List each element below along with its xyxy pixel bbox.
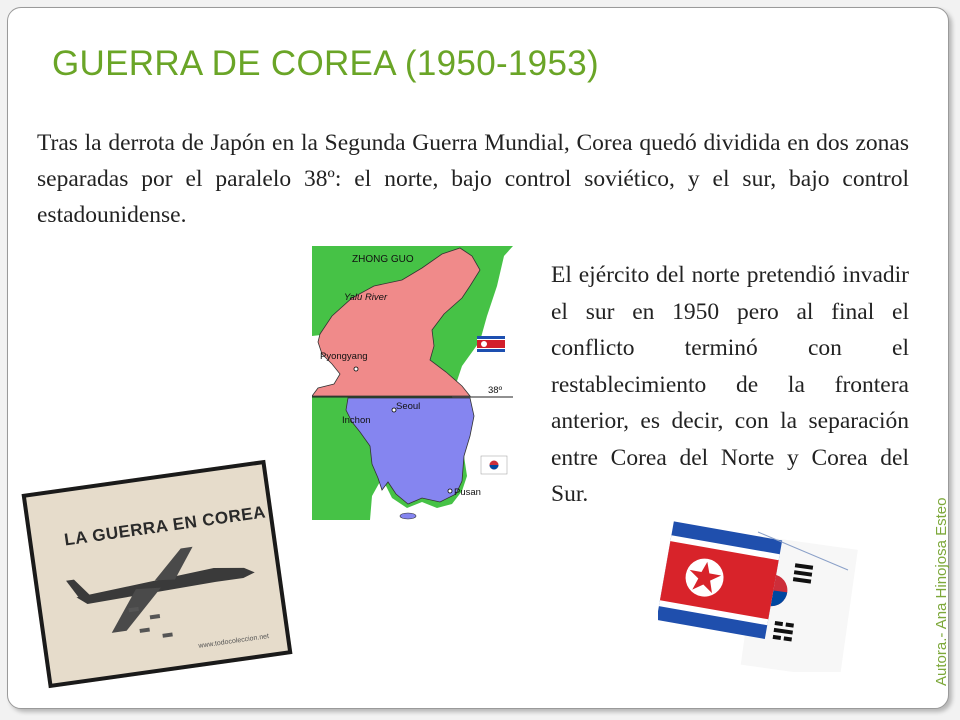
korea-map — [312, 246, 513, 520]
poster-credit: www.todocoleccion.net — [197, 633, 270, 650]
north-korea-flag-icon — [477, 336, 505, 352]
map-label-pyongyang: Pyongyang — [320, 351, 368, 362]
war-poster-image — [34, 476, 280, 672]
intro-paragraph: Tras la derrota de Japón en la Segunda Guerra Mundial, Corea quedó dividida en dos zonas separadas por el paralelo 38º: el norte, bajo control soviético, y el sur, bajo control estadounidense. — [37, 130, 909, 228]
map-label-inchon: Inchon — [342, 415, 371, 426]
map-label-pusan: Pusan — [454, 487, 481, 498]
slide-title: GUERRA DE COREA (1950-1953) — [52, 44, 599, 83]
map-label-river: Yalu River — [344, 292, 388, 303]
conflict-paragraph: El ejército del norte pretendió invadir el sur en 1950 pero al final el conflicto terminó con el restablecimiento de la frontera anterior, es decir, con la separación entre Corea del Norte y Corea del Sur. — [551, 262, 909, 507]
map-label-parallel: 38º — [488, 385, 503, 396]
korea-flags-image — [658, 512, 858, 672]
poster-title: LA GUERRA EN COREA — [63, 502, 267, 550]
author-credit: Autora.- Ana Hinojosa Esteo — [933, 497, 950, 686]
map-label-seoul: Seoul — [396, 401, 421, 412]
map-label-china: ZHONG GUO — [352, 254, 414, 265]
south-korea-flag-icon — [481, 456, 507, 474]
